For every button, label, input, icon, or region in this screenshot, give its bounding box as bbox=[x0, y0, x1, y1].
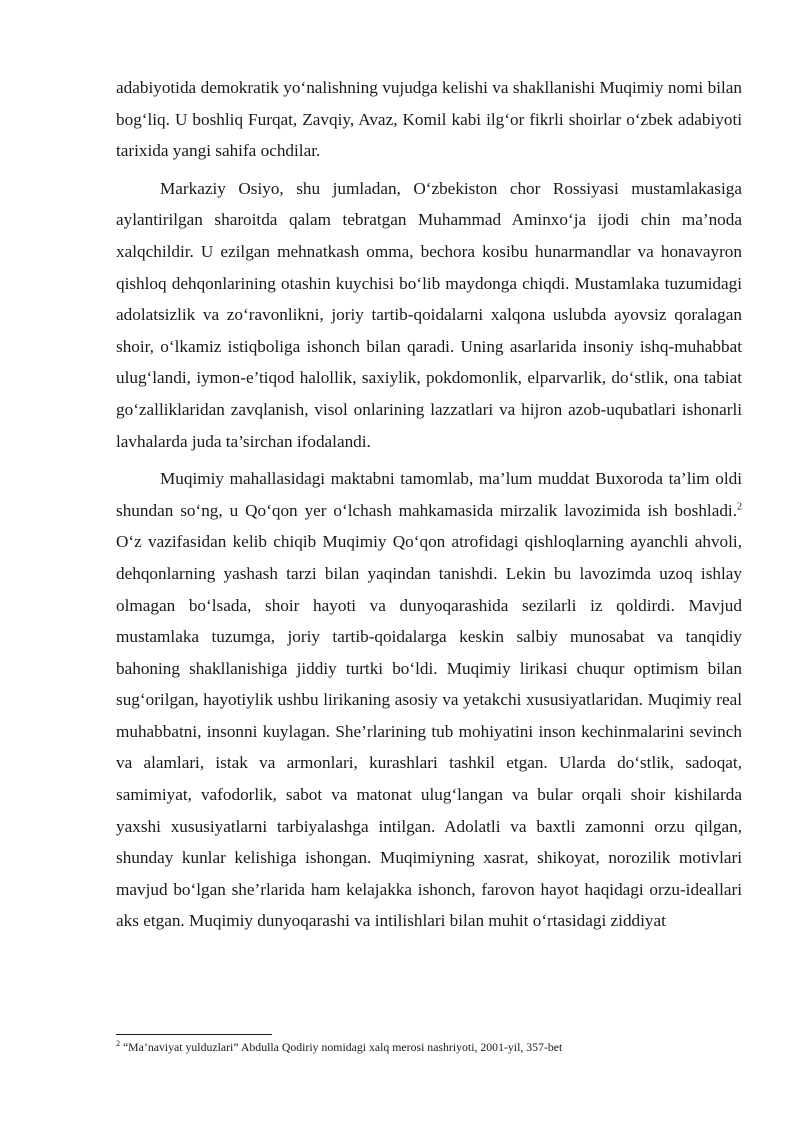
footnote-text: “Ma’naviyat yulduzlari” Abdulla Qodiriy nomidagi xalq merosi nashriyoti, 2001-yil, 357-bet bbox=[120, 1040, 563, 1054]
paragraph-aminxoja: Markaziy Osiyo, shu jumladan, O‘zbekiston chor Rossiyasi mustamlakasiga aylantirilgan sharoitda qalam tebratgan Muhammad Aminxo‘ja ijodi chin ma’noda xalqchildir. U ezilgan mehnatkash omma, bechora kosibu hunarmandlar va honavayron qishloq dehqonlarining otashin kuychisi bo‘lib maydonga chiqdi. Mustamlaka tuzumidagi adolatsizlik va zo‘ravonlikni, joriy tartib-qoidalarni xalqona uslubda ayovsiz qoralagan shoir, o‘lkamiz istiqboliga ishonch bilan qaradi. Uning asarlarida insoniy ishq-muhabbat ulug‘landi, iymon-e’tiqod halollik, saxiylik, pokdomonlik, elparvarlik, do‘stlik, ona tabiat go‘zalliklaridan zavqlanish, visol onlarining lazzatlari va hijron azob-uqubatlari ishonarli lavhalarda juda ta’sirchan ifodalandi. bbox=[116, 178, 742, 451]
paragraph-continuation: adabiyotida demokratik yo‘nalishning vujudga kelishi va shakllanishi Muqimiy nomi bilan bog‘liq. U boshliq Furqat, Zavqiy, Avaz, Komil kabi ilg‘or fikrli shoirlar o‘zbek adabiyoti tarixida yangi sahifa ochdilar. bbox=[116, 78, 742, 161]
footnote-separator bbox=[116, 1034, 272, 1035]
document-body bbox=[116, 72, 742, 937]
paragraph-text-after-ref: O‘z vazifasidan kelib chiqib Muqimiy Qo‘qon atrofidagi qishloqlarning ayanchli ahvoli, dehqonlarning yashash tarzi bilan yaqindan tanishdi. Lekin bu lavozimda uzoq ishlay olmagan bo‘lsada, shoir hayoti va dunyoqarashida sezilarli iz qoldirdi. Mavjud mustamlaka tuzumga, joriy tartib-qoidalarga keskin salbiy munosabat va tanqidiy bahoning shakllanishiga jiddiy turtki bo‘ldi. Muqimiy lirikasi chuqur optimism bilan sug‘orilgan, hayotiylik ushbu lirikaning asosiy va yetakchi xususiyatlaridan. Muqimiy real muhabbatni, insonni kuylagan. She’rlarining tub mohiyatini inson kechinmalarini sevinch va alamlari, istak va armonlari, kurashlari tashkil etgan. Ularda do‘stlik, sadoqat, samimiyat, vafodorlik, sabot va matonat ulug‘langan va bular orqali shoir kishilarda yaxshi xususiyatlarni tarbiyalashga intilgan. Adolatli va baxtli zamonni orzu qilgan, shunday kunlar kelishiga ishongan. Muqimiyning xasrat, shikoyat, norozilik motivlari mavjud bo‘lgan she’rlarida ham kelajakka ishonch, farovon hayot haqidagi orzu-ideallari aks etgan. Muqimiy dunyoqarashi va intilishlari bilan muhit o‘rtasidagi ziddiyat bbox=[116, 532, 742, 931]
paragraph-muqimiy-biography bbox=[116, 463, 742, 937]
footnote bbox=[116, 1039, 742, 1055]
footnote-number: 2 bbox=[116, 1039, 120, 1049]
footnote-reference[interactable]: 2 bbox=[737, 500, 742, 512]
paragraph-text-before-ref: Muqimiy mahallasidagi maktabni tamomlab, ma’lum muddat Buxoroda ta’lim oldi shundan so‘ng, u Qo‘qon yer o‘lchash mahkamasida mirzalik lavozimida ish boshladi. bbox=[116, 469, 742, 520]
